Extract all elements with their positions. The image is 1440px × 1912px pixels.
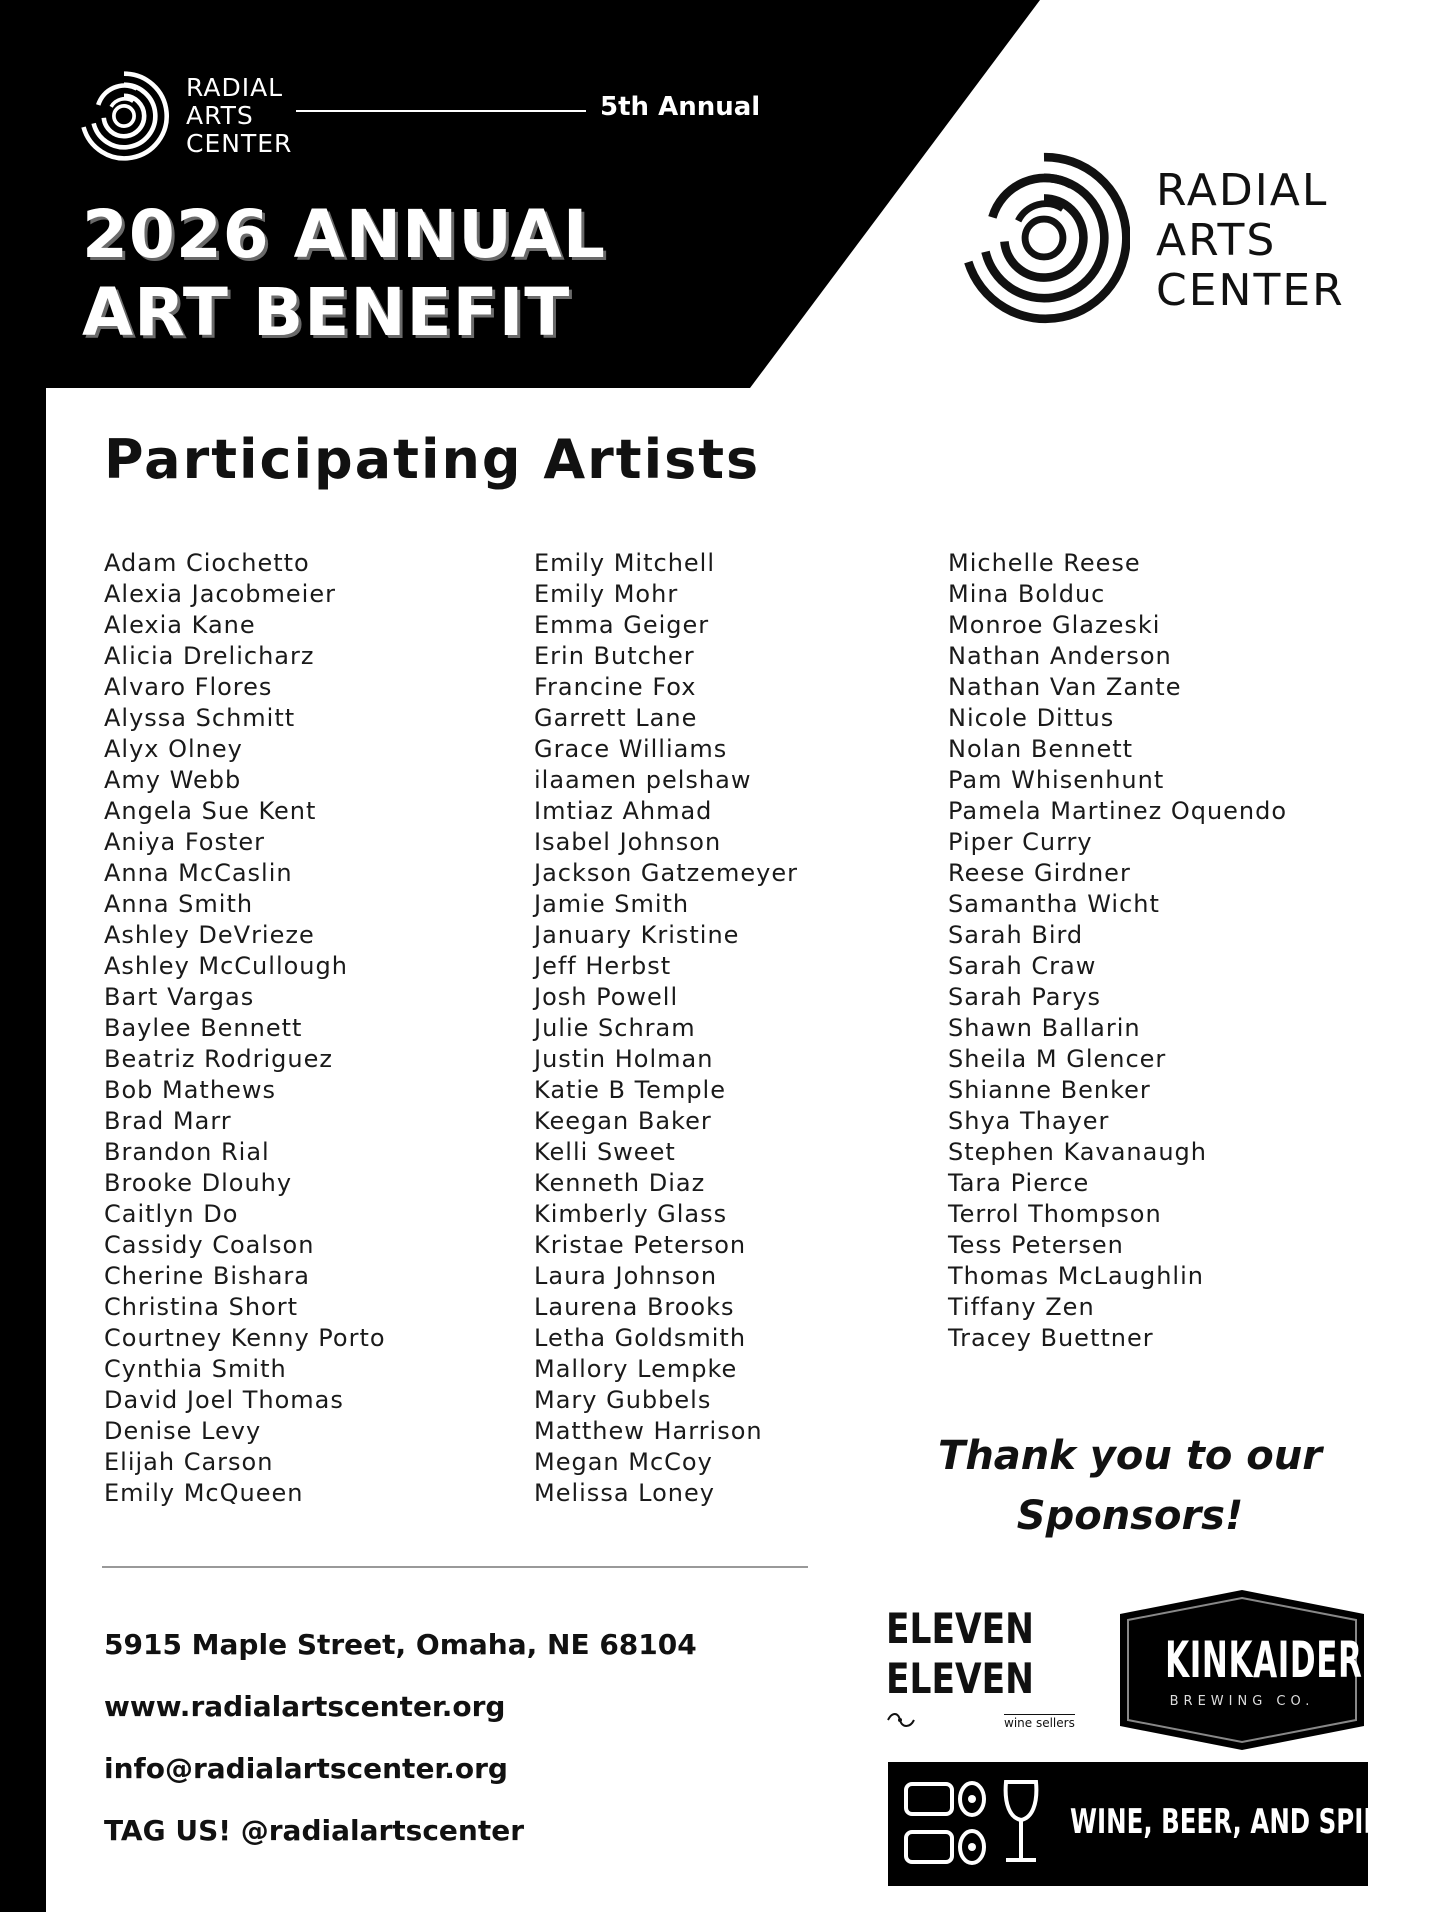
artist-name: Nicole Dittus (948, 704, 1115, 732)
org-name-large (1156, 166, 1345, 316)
barrels-and-wine-glass-icon (902, 1774, 1052, 1874)
artist-name: Caitlyn Do (104, 1200, 239, 1228)
eleven-eleven-line: ELEVEN (886, 1604, 1035, 1653)
social-tag: TAG US! @radialartscenter (104, 1814, 525, 1847)
artist-name: Laura Johnson (534, 1262, 718, 1290)
eleven-eleven-line: ELEVEN (886, 1654, 1035, 1703)
artist-name: Alicia Drelicharz (104, 642, 315, 670)
artist-name: Denise Levy (104, 1417, 262, 1445)
event-title-line: 2026 ANNUAL (82, 196, 606, 273)
artist-name: Letha Goldsmith (534, 1324, 747, 1352)
artist-name: Shya Thayer (948, 1107, 1110, 1135)
header-divider (296, 110, 586, 112)
artist-name: Sarah Craw (948, 952, 1097, 980)
artist-name: Cynthia Smith (104, 1355, 287, 1383)
artist-name: Sarah Parys (948, 983, 1102, 1011)
artist-name: Brad Marr (104, 1107, 232, 1135)
artist-name: Matthew Harrison (534, 1417, 763, 1445)
sponsor-thanks (880, 1426, 1380, 1546)
artist-name: Alvaro Flores (104, 673, 273, 701)
artist-name: Kenneth Diaz (534, 1169, 706, 1197)
artist-name: Erin Butcher (534, 642, 695, 670)
artist-name: Thomas McLaughlin (948, 1262, 1204, 1290)
artist-list-column-1 (104, 548, 386, 1509)
artist-name: Josh Powell (534, 983, 679, 1011)
artist-name: Pamela Martinez Oquendo (948, 797, 1288, 825)
artist-name: Nolan Bennett (948, 735, 1134, 763)
artist-list-column-2 (534, 548, 798, 1509)
artist-name: Sarah Bird (948, 921, 1084, 949)
artist-name: Elijah Carson (104, 1448, 274, 1476)
org-name-line: ARTS (1156, 215, 1277, 266)
artist-name: Alexia Jacobmeier (104, 580, 336, 608)
artist-name: Tara Pierce (948, 1169, 1090, 1197)
artist-name: Sheila M Glencer (948, 1045, 1167, 1073)
artist-name: Isabel Johnson (534, 828, 722, 856)
radial-logo-icon (958, 148, 1130, 328)
flourish-icon (886, 1710, 916, 1730)
artist-name: Piper Curry (948, 828, 1093, 856)
sponsor-kinkaider-logo (1118, 1588, 1366, 1752)
artist-name: Alyssa Schmitt (104, 704, 296, 732)
artist-name: Ashley McCullough (104, 952, 348, 980)
artist-name: Shawn Ballarin (948, 1014, 1141, 1042)
artist-name: Shianne Benker (948, 1076, 1151, 1104)
artist-name: Beatriz Rodriguez (104, 1045, 333, 1073)
artist-name: Emily McQueen (104, 1479, 304, 1507)
artist-name: Francine Fox (534, 673, 697, 701)
sponsor-eleven-eleven-logo (886, 1604, 1096, 1734)
artist-name: Laurena Brooks (534, 1293, 735, 1321)
artist-name: Cherine Bishara (104, 1262, 311, 1290)
artist-name: Justin Holman (534, 1045, 714, 1073)
org-name-line: ARTS (186, 101, 254, 130)
artist-name: Alexia Kane (104, 611, 256, 639)
artist-name: Courtney Kenny Porto (104, 1324, 386, 1352)
address: 5915 Maple Street, Omaha, NE 68104 (104, 1628, 697, 1661)
email-link[interactable]: info@radialartscenter.org (104, 1752, 508, 1785)
artist-name: Brandon Rial (104, 1138, 270, 1166)
artist-name: Katie B Temple (534, 1076, 726, 1104)
artist-name: Monroe Glazeski (948, 611, 1161, 639)
section-title: Participating Artists (104, 428, 761, 491)
artist-name: Nathan Van Zante (948, 673, 1182, 701)
kinkaider-subtitle: BREWING CO. (1169, 1694, 1315, 1709)
artist-name: Bart Vargas (104, 983, 255, 1011)
artist-name: Tracey Buettner (948, 1324, 1154, 1352)
artist-name: Emma Geiger (534, 611, 710, 639)
artist-name: Alyx Olney (104, 735, 243, 763)
artist-name: Kristae Peterson (534, 1231, 747, 1259)
artist-name: Garrett Lane (534, 704, 698, 732)
artist-name: Angela Sue Kent (104, 797, 317, 825)
artist-name: Aniya Foster (104, 828, 266, 856)
artist-name: Tess Petersen (948, 1231, 1124, 1259)
artist-name: Bob Mathews (104, 1076, 276, 1104)
artist-name: Brooke Dlouhy (104, 1169, 293, 1197)
artist-name: Grace Williams (534, 735, 728, 763)
artist-name: ilaamen pelshaw (534, 766, 752, 794)
artist-name: Melissa Loney (534, 1479, 715, 1507)
org-name-line: RADIAL (1156, 165, 1329, 216)
artist-name: Jamie Smith (534, 890, 690, 918)
artist-name: Kimberly Glass (534, 1200, 728, 1228)
artist-name: Ashley DeVrieze (104, 921, 315, 949)
edition-label: 5th Annual (600, 92, 761, 122)
sponsor-thanks-line: Sponsors! (1016, 1493, 1244, 1539)
artist-name: Stephen Kavanaugh (948, 1138, 1207, 1166)
org-name-line: CENTER (186, 129, 293, 158)
artist-name: Amy Webb (104, 766, 242, 794)
artist-name: Jackson Gatzemeyer (534, 859, 798, 887)
artist-name: Jeff Herbst (534, 952, 672, 980)
artist-name: Mina Bolduc (948, 580, 1106, 608)
artist-name: Julie Schram (534, 1014, 696, 1042)
radial-logo-icon (78, 62, 170, 170)
artist-name: Mary Gubbels (534, 1386, 712, 1414)
event-title (82, 196, 606, 352)
artist-name: Emily Mitchell (534, 549, 716, 577)
wine-beer-spirits-label: WINE, BEER, AND SPIRITS (1070, 1802, 1426, 1842)
artist-name: Mallory Lempke (534, 1355, 738, 1383)
artist-name: Samantha Wicht (948, 890, 1160, 918)
artist-list-column-3 (948, 548, 1287, 1354)
artist-name: Megan McCoy (534, 1448, 713, 1476)
org-name-line: RADIAL (186, 73, 284, 102)
artist-name: Tiffany Zen (948, 1293, 1095, 1321)
artist-name: David Joel Thomas (104, 1386, 344, 1414)
artist-name: Cassidy Coalson (104, 1231, 315, 1259)
footer-divider (102, 1566, 808, 1568)
artist-name: Terrol Thompson (948, 1200, 1162, 1228)
artist-name: Reese Girdner (948, 859, 1131, 887)
artist-name: Nathan Anderson (948, 642, 1172, 670)
artist-name: Anna Smith (104, 890, 254, 918)
org-name-line: CENTER (1156, 265, 1345, 316)
artist-name: Emily Mohr (534, 580, 679, 608)
artist-name: Imtiaz Ahmad (534, 797, 713, 825)
artist-name: Kelli Sweet (534, 1138, 676, 1166)
artist-name: Keegan Baker (534, 1107, 712, 1135)
artist-name: Pam Whisenhunt (948, 766, 1165, 794)
artist-name: Adam Ciochetto (104, 549, 310, 577)
sponsor-wine-beer-spirits-logo (888, 1762, 1426, 1886)
artist-name: Baylee Bennett (104, 1014, 303, 1042)
artist-name: January Kristine (534, 921, 740, 949)
kinkaider-name: KINKAIDER (1165, 1631, 1363, 1689)
artist-name: Christina Short (104, 1293, 299, 1321)
org-name-small (186, 74, 292, 158)
eleven-eleven-subtitle: wine sellers (1004, 1716, 1075, 1730)
event-title-line: ART BENEFIT (82, 274, 571, 351)
artist-name: Anna McCaslin (104, 859, 293, 887)
artist-name: Michelle Reese (948, 549, 1141, 577)
sponsor-thanks-line: Thank you to our (938, 1433, 1322, 1479)
website-link[interactable]: www.radialartscenter.org (104, 1690, 506, 1723)
